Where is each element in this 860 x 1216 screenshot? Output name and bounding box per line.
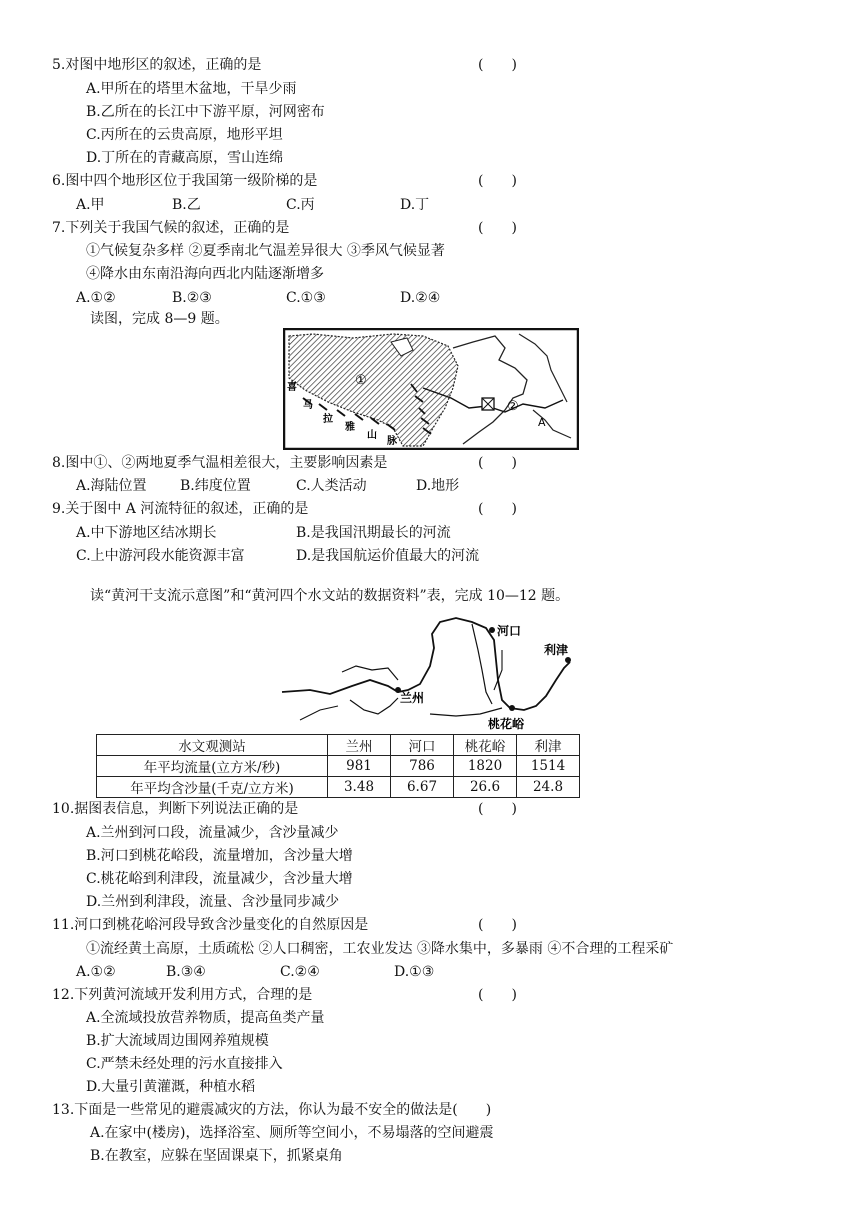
map-label-a: A	[538, 416, 546, 429]
table-header-row	[97, 735, 580, 756]
table-cell: 年平均含沙量(千克/立方米)	[97, 777, 328, 798]
q8-option-d: D.地形	[416, 478, 460, 494]
q11-stem: 11.河口到桃花峪河段导致含沙量变化的自然原因是	[52, 917, 369, 933]
q5-stem: 5.对图中地形区的叙述，正确的是	[52, 57, 262, 73]
mountain-label-char-5: 山	[367, 430, 377, 441]
table-cell: 年平均流量(立方米/秒)	[97, 756, 328, 777]
q13-option-b: B.在教室，应躲在坚固课桌下，抓紧桌角	[90, 1148, 343, 1164]
table-cell: 1820	[454, 756, 517, 777]
q9-option-a: A.中下游地区结冰期长	[76, 525, 217, 541]
china-terrain-map	[283, 328, 579, 450]
q12-option-d: D.大量引黄灌溉，种植水稻	[86, 1079, 256, 1095]
hydrology-data-table	[96, 734, 580, 798]
q13-option-a: A.在家中(楼房)，选择浴室、厕所等空间小，不易塌落的空间避震	[90, 1125, 494, 1141]
q7-option-b: B.②③	[172, 290, 212, 306]
table-cell: 786	[391, 756, 454, 777]
station-label-hekou: 河口	[497, 624, 522, 638]
q6-stem: 6.图中四个地形区位于我国第一级阶梯的是	[52, 173, 318, 189]
table-cell: 26.6	[454, 777, 517, 798]
q7-option-a: A.①②	[76, 290, 116, 306]
q12-option-c: C.严禁未经处理的污水直接排入	[86, 1056, 283, 1072]
q7-statement-line-1: ①气候复杂多样 ②夏季南北气温差异很大 ③季风气候显著	[86, 243, 445, 259]
q9-option-b: B.是我国汛期最长的河流	[296, 525, 451, 541]
q13-stem: 13.下面是一些常见的避震减灾的方法，你认为最不安全的做法是( )	[52, 1102, 492, 1118]
q9-stem: 9.关于图中 A 河流特征的叙述，正确的是	[52, 501, 309, 517]
mountain-label-char-4: 雅	[345, 422, 355, 433]
intro-8-9: 读图，完成 8—9 题。	[90, 311, 229, 327]
table-header-cell: 兰州	[328, 735, 391, 756]
table-cell: 3.48	[328, 777, 391, 798]
q9-answer-paren: ( )	[478, 501, 517, 517]
q7-option-c: C.①③	[286, 290, 326, 306]
q11-option-d: D.①③	[394, 964, 435, 980]
q11-answer-paren: ( )	[478, 917, 517, 933]
q8-option-b: B.纬度位置	[180, 478, 251, 494]
q6-option-a: A.甲	[76, 197, 105, 213]
q6-answer-paren: ( )	[478, 173, 517, 189]
station-label-lanzhou: 兰州	[400, 691, 425, 705]
q12-option-b: B.扩大流域周边围网养殖规模	[86, 1033, 269, 1049]
mountain-label-char-1: 喜	[287, 382, 297, 393]
table-row	[97, 777, 580, 798]
mountain-label-char-3: 拉	[323, 414, 333, 425]
yellow-river-map	[280, 610, 600, 734]
q11-option-a: A.①②	[76, 964, 116, 980]
q6-option-b: B.乙	[172, 197, 201, 213]
mountain-label-char-2: 马	[303, 400, 313, 411]
q6-option-c: C.丙	[286, 197, 315, 213]
map-label-1: ①	[355, 373, 367, 388]
table-header-cell: 利津	[517, 735, 580, 756]
q8-option-c: C.人类活动	[296, 478, 367, 494]
table-cell: 981	[328, 756, 391, 777]
q10-answer-paren: ( )	[478, 801, 517, 817]
q12-option-a: A.全流域投放营养物质，提高鱼类产量	[86, 1010, 325, 1026]
q11-option-c: C.②④	[280, 964, 320, 980]
q10-option-a: A.兰州到河口段，流量减少，含沙量减少	[86, 825, 339, 841]
map-label-2: ②	[507, 399, 519, 414]
q9-option-d: D.是我国航运价值最大的河流	[296, 548, 480, 564]
station-label-taohuayu: 桃花峪	[488, 717, 525, 731]
mountain-label-char-6: 脉	[387, 436, 397, 447]
q11-statement-line: ①流经黄土高原，土质疏松 ②人口稠密，工农业发达 ③降水集中，多暴雨 ④不合理的工程采矿	[86, 941, 674, 957]
q5-option-a: A.甲所在的塔里木盆地，干旱少雨	[86, 81, 297, 97]
q11-option-b: B.③④	[166, 964, 206, 980]
table-cell: 24.8	[517, 777, 580, 798]
q8-answer-paren: ( )	[478, 455, 517, 471]
q10-option-b: B.河口到桃花峪段，流量增加，含沙量大增	[86, 848, 353, 864]
q7-statement-line-2: ④降水由东南沿海向西北内陆逐渐增多	[86, 266, 324, 282]
q10-stem: 10.据图表信息，判断下列说法正确的是	[52, 801, 299, 817]
q5-option-b: B.乙所在的长江中下游平原，河网密布	[86, 104, 325, 120]
q8-stem: 8.图中①、②两地夏季气温相差很大，主要影响因素是	[52, 455, 388, 471]
q6-option-d: D.丁	[400, 197, 430, 213]
table-header-cell: 河口	[391, 735, 454, 756]
table-cell: 1514	[517, 756, 580, 777]
q10-option-c: C.桃花峪到利津段，流量减少，含沙量大增	[86, 871, 353, 887]
q7-stem: 7.下列关于我国气候的叙述，正确的是	[52, 220, 290, 236]
q10-option-d: D.兰州到利津段，流量、含沙量同步减少	[86, 894, 340, 910]
q5-option-c: C.丙所在的云贵高原，地形平坦	[86, 127, 283, 143]
table-cell: 6.67	[391, 777, 454, 798]
q5-option-d: D.丁所在的青藏高原，雪山连绵	[86, 150, 284, 166]
intro-10-12: 读“黄河干支流示意图”和“黄河四个水文站的数据资料”表，完成 10—12 题。	[90, 588, 570, 604]
q9-option-c: C.上中游河段水能资源丰富	[76, 548, 245, 564]
q5-answer-paren: ( )	[478, 57, 517, 73]
station-label-lijin: 利津	[544, 643, 569, 657]
q7-option-d: D.②④	[400, 290, 441, 306]
table-header-cell: 桃花峪	[454, 735, 517, 756]
table-header-cell: 水文观测站	[97, 735, 328, 756]
table-row	[97, 756, 580, 777]
q12-stem: 12.下列黄河流域开发利用方式，合理的是	[52, 987, 313, 1003]
q12-answer-paren: ( )	[478, 987, 517, 1003]
q8-option-a: A.海陆位置	[76, 478, 147, 494]
q7-answer-paren: ( )	[478, 220, 517, 236]
